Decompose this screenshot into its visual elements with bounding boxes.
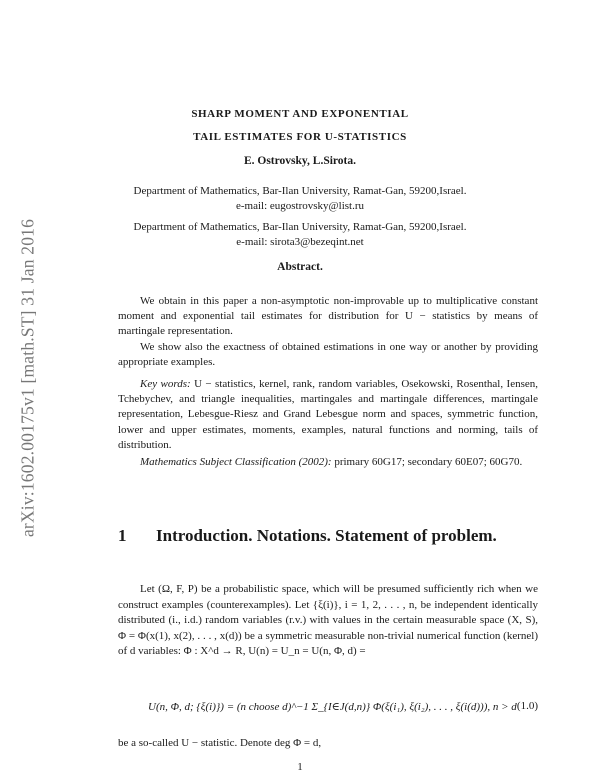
intro-paragraph-1: Let (Ω, F, P) be a probabilistic space, which will be presumed sufficiently rich when we construct examples (counterexamples). Let {ξ(i)}, i = 1, 2, . . . , n, be independent identically distributed (i., i.d.) random variables (r.v.) with values in the certain measurable space (X, S), Φ = Φ(x(1), x(2), . . . , x(d)) be a symmetric measurable non-trivial numerical function (kernel) of d variables: Φ : X^d → R, U(n) = U_n = U(n, Φ, d) = bbox=[118, 583, 538, 658]
equation-number: (1.0) bbox=[516, 700, 538, 712]
section-heading bbox=[118, 524, 538, 548]
affiliation-2-department: Department of Mathematics, Bar-Ilan University, Ramat-Gan, 59200,Israel. bbox=[133, 221, 467, 233]
affiliation-2 bbox=[0, 220, 600, 250]
paper-title-line-2: TAIL ESTIMATES FOR U-STATISTICS bbox=[193, 131, 407, 143]
msc-paragraph bbox=[118, 455, 538, 470]
section-number: 1 bbox=[118, 526, 127, 545]
page-number: 1 bbox=[297, 761, 303, 773]
keywords-label: Key words: bbox=[140, 378, 191, 390]
abstract-paragraph-1: We obtain in this paper a non-asymptotic non-improvable up to multiplicative constant moment and exponential tail estimates for distribution for U − statistics by means of martingale representation. bbox=[118, 295, 538, 338]
msc-text: primary 60G17; secondary 60E07; 60G70. bbox=[331, 456, 523, 468]
affiliation-1-department: Department of Mathematics, Bar-Ilan University, Ramat-Gan, 59200,Israel. bbox=[133, 185, 467, 197]
paper-authors: E. Ostrovsky, L.Sirota. bbox=[243, 155, 357, 167]
keywords-paragraph bbox=[118, 377, 538, 453]
arxiv-identifier: arXiv:1602.00175v1 [math.ST] 31 Jan 2016 bbox=[17, 218, 38, 538]
affiliation-2-email: e-mail: sirota3@bezeqint.net bbox=[236, 236, 364, 248]
paper-title-line-1: SHARP MOMENT AND EXPONENTIAL bbox=[191, 108, 409, 120]
equation-formula: U(n, Φ, d; {ξ(i)}) = (n choose d)^−1 Σ_{I∈J(d,n)} Φ(ξ(i₁), ξ(i₂), . . . , ξ(i(d))), n > d bbox=[148, 701, 517, 713]
msc-label: Mathematics Subject Classification (2002): bbox=[140, 456, 332, 468]
abstract-heading: Abstract. bbox=[277, 261, 323, 273]
intro-paragraph-2: be a so-called U − statistic. Denote deg Φ = d, bbox=[118, 737, 322, 749]
keywords-text: U − statistics, kernel, rank, random variables, Osekowski, Rosenthal, Iensen, Tchebychev, and triangle inequalities, martingales and martingale differences, martingale representation, Lebesgue-Riesz and Grand Lebesgue norm and spaces, symmetric function, lower and upper estimates, moments, examples, natural functions and norming, tails of distribution. bbox=[118, 378, 538, 451]
affiliation-1 bbox=[0, 184, 600, 214]
section-title: Introduction. Notations. Statement of problem. bbox=[156, 526, 497, 545]
abstract-paragraph-2: We show also the exactness of obtained estimations in one way or another by providing appropriate examples. bbox=[118, 341, 538, 369]
affiliation-1-email: e-mail: eugostrovsky@list.ru bbox=[235, 200, 365, 212]
equation-1-0 bbox=[118, 700, 538, 730]
